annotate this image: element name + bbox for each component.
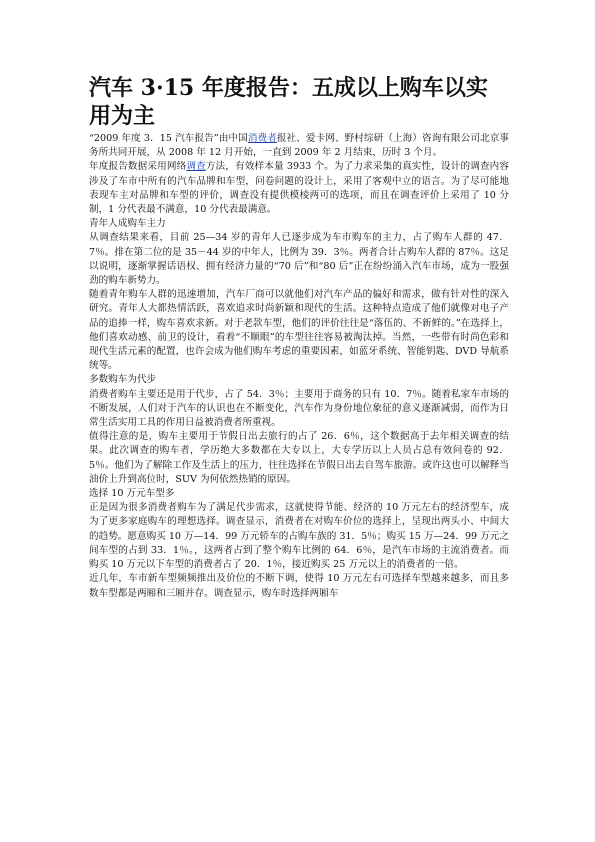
document-page bbox=[89, 74, 509, 601]
intro-paragraph-2 bbox=[89, 160, 509, 217]
section2-paragraph-2: 值得注意的是，购车主要用于节假日出去旅行的占了 26．6％，这个数据高于去年相关调查的结果。此次调查的购车者，学历绝大多数都在大专以上，大专学历以上人员占总有效问卷的 92．5％。他们为了解除工作及生活上的压力，往往选择在节假日出去自驾车旅游。或许这也可以解释当油价上升到高位时，SUV 为何依然热销的原因。 bbox=[89, 431, 509, 485]
intro-p2-text-before: 年度报告数据采用网络 bbox=[89, 161, 187, 173]
page-title: 汽车 3·15 年度报告：五成以上购车以实用为主 bbox=[89, 75, 488, 129]
intro-paragraph-1 bbox=[89, 132, 509, 160]
section1-paragraph-2: 随着青年购车人群的迅速增加，汽车厂商可以就他们对汽车产品的偏好和需求，做有针对性的深入研究。青年人大都热情活跃，喜欢追求时尚新颖和现代的生活。这种特点造成了他们就像对电子产品的追捧一样，购车喜欢求新。对于老款车型，他们的评价往往是“落伍的、不新鲜的。”在选择上，他们喜欢动感、前卫的设计，看着“不顺眼”的车型往往容易被淘汰掉。当然，一些带有时尚色彩和现代生活元素的配置，也许会成为他们购车考虑的重要因素，如蓝牙系统、智能钥匙、DVD 导航系统等。 bbox=[89, 289, 509, 372]
intro-p1-text-after: 报社、爱卡网、野村综研（上海）咨询有限公司北京事务所共同开展，从 2008 年 12 月开始，一直到 2009 年 2 月结束，历时 3 个月。 bbox=[89, 133, 510, 159]
section1-paragraph-1: 从调查结果来看，目前 25—34 岁的青年人已逐步成为车市购车的主力，占了购车人群的 47．7％。排在第二位的是 35－44 岁的中年人，比例为 39．3％。两者合计占购车人群的 87％。这足以说明，逐渐掌握话语权、拥有经济力量的“70 后”和“80 后”正在纷纷涌入汽车市场，成为一股强劲的购车新势力。 bbox=[89, 232, 509, 287]
section2-paragraph-1: 消费者购车主要还是用于代步，占了 54．3％；主要用于商务的只有 10．7％。随着私家车市场的不断发展，人们对于汽车的认识也在不断变化，汽车作为身份地位象征的意义逐渐减弱，而作为日常生活实用工具的作用日益被消费者所重视。 bbox=[89, 388, 509, 429]
section-heading-young-buyers: 青年人成购车主力 bbox=[89, 218, 166, 230]
intro-p1-text-before: “2009 年度 3．15 汽车报告”由中国 bbox=[89, 133, 248, 144]
intro-p2-text-after: 方法，有效样本量 3933 个。为了力求采集的真实性，设计的调查内容涉及了车市中所有的汽车品牌和车型，问卷问题的设计上，采用了客观中立的语言。为了尽可能地表现车主对品牌和车型的评价，调查没有提供模棱两可的选项，而且在调查评价上采用了 10 分制，1 分代表最不满意，10 分代表最满意。 bbox=[89, 161, 510, 216]
section-heading-price-range: 选择 10 万元车型多 bbox=[89, 488, 175, 500]
consumer-link[interactable]: 消费者 bbox=[247, 133, 277, 144]
survey-link[interactable]: 调查 bbox=[186, 161, 206, 173]
section3-paragraph-2: 近几年，车市新车型频频推出及价位的不断下调，使得 10 万元左右可选择车型越来越多，而且多数车型都是两厢和三厢并存。调查显示，购车时选择两厢车 bbox=[89, 573, 509, 599]
section-heading-commute: 多数购车为代步 bbox=[89, 374, 157, 386]
section3-paragraph-1: 正是因为很多消费者购车为了满足代步需求，这就使得节能、经济的 10 万元左右的经济型车，成为了更多家庭购车的理想选择。调查显示，消费者在对购车价位的选择上，呈现出两头小、中间大的趋势。愿意购买 10 万—14．99 万元轿车的占购车族的 31．5％；购买 15 万—24．99 万元之间车型的占到 33．1％。，这两者占到了整个购车比例的 64．6％，是汽车市场的主流消费者。而购买 10 万元以下车型的消费者占了 20．1％，接近购买 25 万元以上的消费者的一倍。 bbox=[89, 502, 509, 571]
